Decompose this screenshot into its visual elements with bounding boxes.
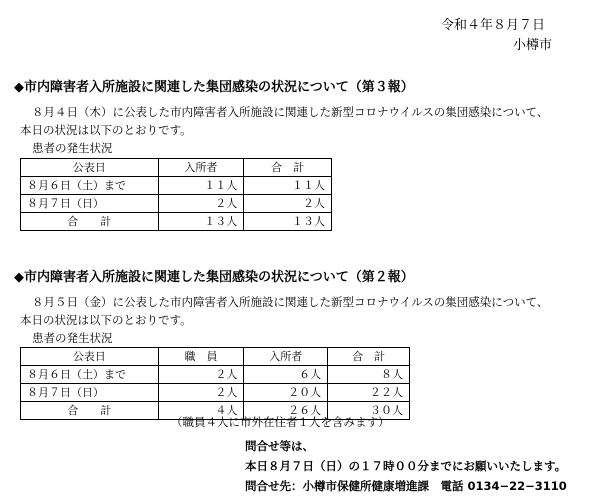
report2-table [20, 347, 410, 420]
document-date: 令和４年８月７日 [441, 18, 546, 33]
table-header-row [21, 348, 410, 366]
table-cell: ２人 [158, 195, 244, 213]
table-cell: ８人 [328, 366, 410, 384]
table-cell: １１人 [158, 177, 244, 195]
table-cell: ２２人 [328, 384, 410, 402]
column-header: 入所者 [158, 159, 244, 177]
table-cell: ４人 [158, 402, 244, 420]
report3-heading: ◆市内障害者入所施設に関連した集団感染の状況について（第３報） [14, 80, 414, 95]
table-cell: １３人 [158, 213, 244, 231]
table-cell: ６人 [244, 366, 328, 384]
table-total-row [21, 213, 332, 231]
column-header: 合 計 [244, 159, 332, 177]
table-cell: ２０人 [244, 384, 328, 402]
column-header: 職 員 [158, 348, 244, 366]
report3-table-label: 患者の発生状況 [32, 141, 113, 155]
table-cell: 合 計 [21, 402, 159, 420]
column-header: 公表日 [21, 348, 159, 366]
table-header-row [21, 159, 332, 177]
column-header: 入所者 [244, 348, 328, 366]
table-cell: ２人 [158, 366, 244, 384]
table-row [21, 384, 410, 402]
table-cell: ８月６日（土）まで [21, 366, 159, 384]
table-cell: ８月７日（日） [21, 195, 159, 213]
table-cell: １１人 [244, 177, 332, 195]
table-cell: ８月７日（日） [21, 384, 159, 402]
issuer-name: 小樽市 [513, 38, 553, 53]
inquiry-hours: 本日８月７日（日）の１７時００分までにお願いいたします。 [245, 459, 567, 473]
report2-note: （職員４人に市外在住者１人を含みます） [171, 415, 390, 429]
table-row [21, 195, 332, 213]
report2-paragraph-line1: ８月５日（金）に公表した市内障害者入所施設に関連した新型コロナウイルスの集団感染について、 [32, 295, 549, 309]
inquiry-title: 問合せ等は、 [245, 439, 314, 453]
report2-paragraph-line2: 本日の状況は以下のとおりです。 [20, 313, 192, 327]
table-cell: ３０人 [328, 402, 410, 420]
table-cell: ２６人 [244, 402, 328, 420]
report3-paragraph-line2: 本日の状況は以下のとおりです。 [20, 123, 192, 137]
table-row [21, 177, 332, 195]
table-cell: ８月６日（土）まで [21, 177, 159, 195]
report3-table [20, 158, 332, 231]
column-header: 合 計 [328, 348, 410, 366]
inquiry-contact: 問合せ先：小樽市保健所健康増進課 電話 0134−22−3110 [245, 479, 567, 493]
table-cell: 合 計 [21, 213, 159, 231]
table-row [21, 366, 410, 384]
column-header: 公表日 [21, 159, 159, 177]
table-cell: ２人 [244, 195, 332, 213]
report2-table-label: 患者の発生状況 [32, 331, 113, 345]
table-cell: １３人 [244, 213, 332, 231]
report3-paragraph-line1: ８月４日（木）に公表した市内障害者入所施設に関連した新型コロナウイルスの集団感染について、 [32, 105, 549, 119]
report2-heading: ◆市内障害者入所施設に関連した集団感染の状況について（第２報） [14, 270, 414, 285]
table-cell: ２人 [158, 384, 244, 402]
